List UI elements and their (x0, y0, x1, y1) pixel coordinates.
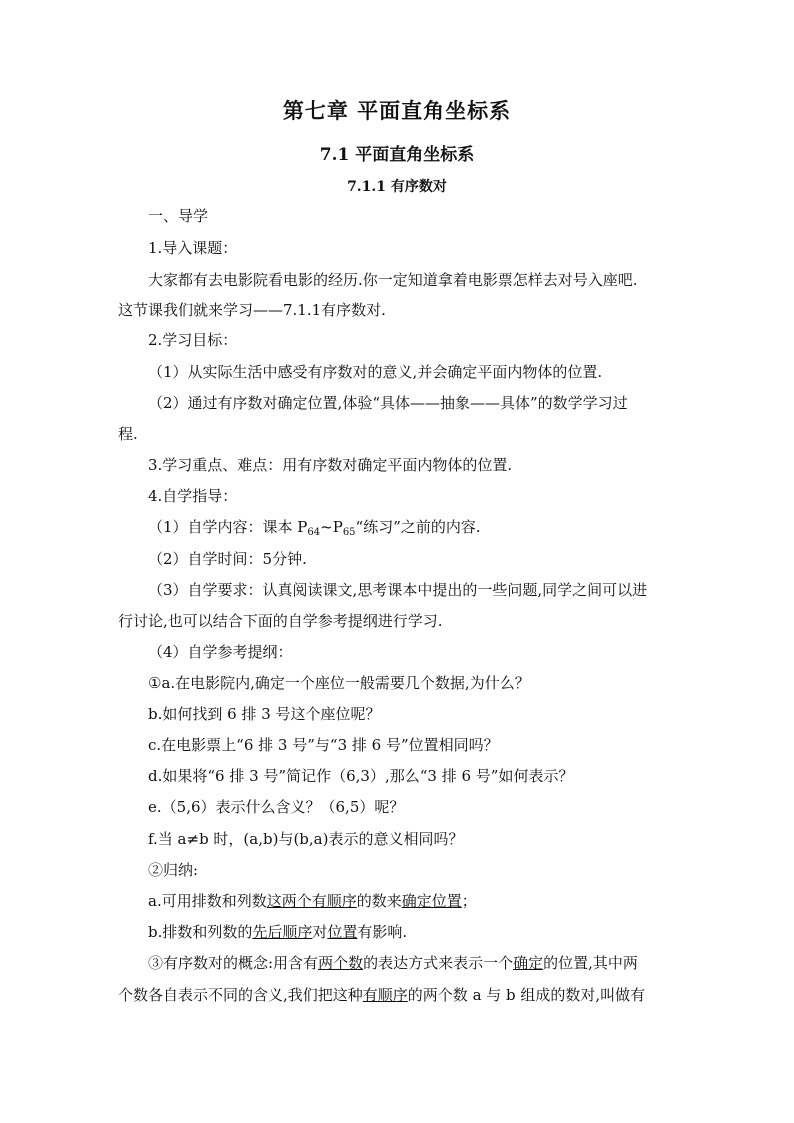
definition-line-1 (148, 953, 638, 973)
summary-b-text-1: b.排数和列数的 (148, 923, 253, 941)
summary-a-text-3: ； (461, 892, 477, 910)
page-subscript-65: 65 (342, 527, 356, 538)
summary-a-underline-1: 这两个有顺序 (266, 892, 357, 910)
definition-text-1: ③有序数对的概念:用含有 (148, 954, 319, 972)
chapter-title: 第七章 平面直角坐标系 (282, 98, 512, 123)
question-c: c.在电影票上“6 排 3 号”与“3 排 6 号”位置相同吗？ (148, 736, 499, 754)
goal-2-line-2: 程. (118, 425, 138, 443)
guide-content-text-a: （1）自学内容：课本 P (148, 518, 308, 536)
summary-b-underline-2: 位置 (327, 923, 358, 941)
summary-a-text-2: 的数来 (356, 892, 402, 910)
summary-b (148, 922, 407, 942)
guide-content (148, 517, 481, 543)
summary-title: ②归纳: (148, 861, 199, 879)
guide-content-text-b: ~P (320, 518, 343, 536)
page-subscript-64: 64 (307, 527, 321, 538)
summary-b-text-3: 有影响. (357, 923, 408, 941)
question-f: f.当 a≠b 时，(a,b)与(b,a)表示的意义相同吗？ (148, 830, 464, 848)
guide-requirements-line-2: 行讨论,也可以结合下面的自学参考提纲进行学习. (118, 612, 443, 630)
definition-l2-underline: 有顺序 (362, 986, 408, 1004)
summary-a-underline-2: 确定位置 (401, 892, 462, 910)
definition-underline-1: 两个数 (318, 954, 364, 972)
definition-line-2 (118, 985, 645, 1005)
item-intro-title: 1.导入课题： (148, 239, 238, 257)
part-heading: 一、导学 (148, 207, 209, 225)
goal-2-line-1: （2）通过有序数对确定位置,体验“具体——抽象——具体”的数学学习过 (148, 394, 628, 412)
definition-text-3: 的位置,其中两 (543, 954, 638, 972)
guide-time: （2）自学时间：5分钟. (148, 550, 307, 568)
subsection-title: 7.1.1 有序数对 (347, 179, 447, 195)
goal-1: （1）从实际生活中感受有序数对的意义,并会确定平面内物体的位置. (148, 363, 603, 381)
question-e: e.（5,6）表示什么含义？（6,5）呢？ (148, 798, 405, 816)
summary-b-text-2: 对 (312, 923, 328, 941)
guide-outline-title: （4）自学参考提纲： (148, 643, 293, 661)
question-d: d.如果将“6 排 3 号”简记作（6,3）,那么“3 排 6 号”如何表示？ (148, 767, 574, 785)
summary-a-text-1: a.可用排数和列数 (148, 892, 267, 910)
summary-a (148, 891, 477, 911)
item-key-points: 3.学习重点、难点：用有序数对确定平面内物体的位置. (148, 456, 513, 474)
intro-line-2: 这节课我们就来学习——7.1.1有序数对. (118, 301, 386, 319)
definition-l2-text-1: 个数各自表示不同的含义,我们把这种 (118, 986, 363, 1004)
section-title: 7.1 平面直角坐标系 (319, 145, 475, 165)
item-goals-title: 2.学习目标： (148, 331, 238, 349)
intro-line-1: 大家都有去电影院看电影的经历.你一定知道拿着电影票怎样去对号入座吧. (148, 271, 638, 289)
definition-text-2: 的表达方式来表示一个 (363, 954, 514, 972)
guide-content-text-c: “练习”之前的内容. (355, 518, 481, 536)
question-a: ①a.在电影院内,确定一个座位一般需要几个数据,为什么？ (148, 674, 530, 692)
question-b: b.如何找到 6 排 3 号这个座位呢？ (148, 705, 381, 723)
item-guide-title: 4.自学指导： (148, 487, 238, 505)
definition-l2-text-2: 的两个数 a 与 b 组成的数对,叫做有 (407, 986, 646, 1004)
summary-b-underline-1: 先后顺序 (252, 923, 313, 941)
definition-underline-2: 确定 (513, 954, 544, 972)
guide-requirements-line-1: （3）自学要求：认真阅读课文,思考课本中提出的一些问题,同学之间可以进 (148, 581, 648, 599)
